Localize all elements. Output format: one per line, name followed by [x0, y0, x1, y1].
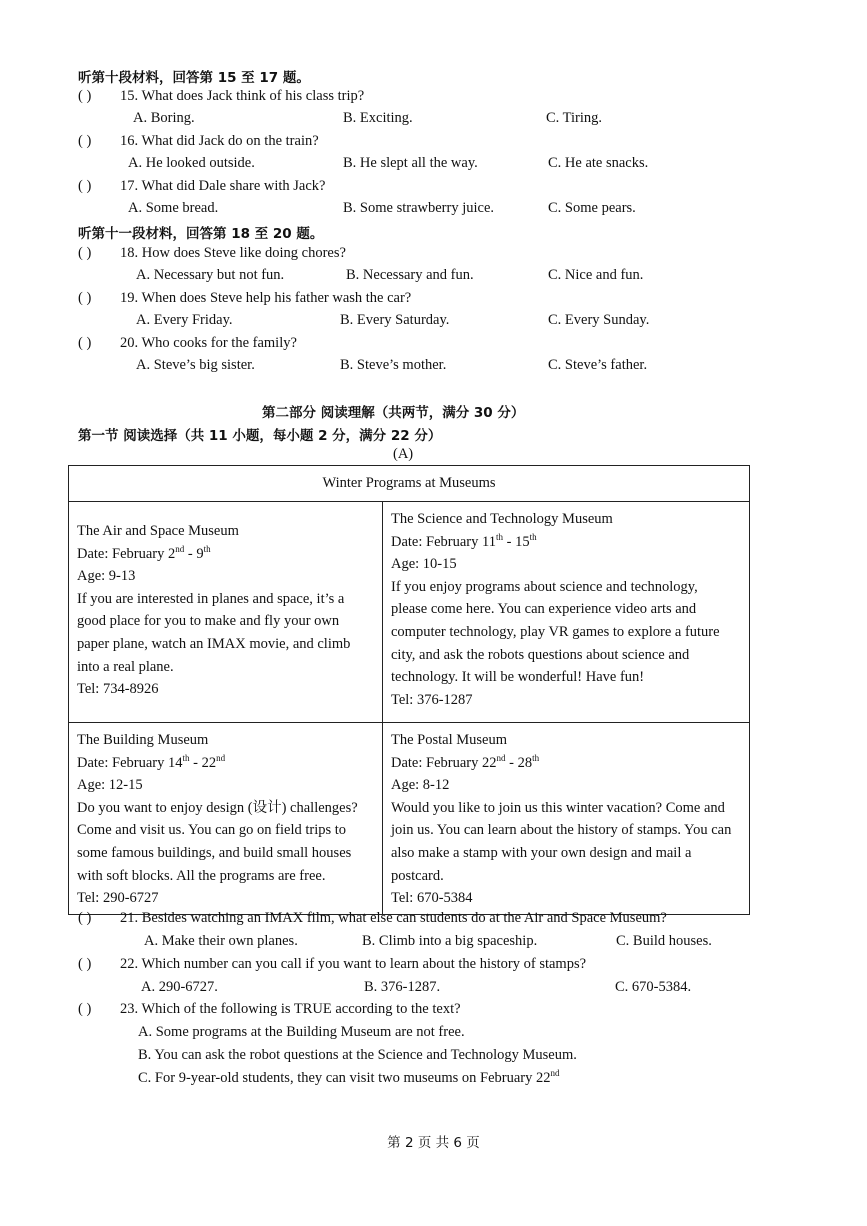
museum-tel: Tel: 670-5384 — [391, 890, 473, 907]
q20-option-b: B. Steve’s mother. — [340, 357, 447, 373]
q23-blank: ( ) — [78, 1001, 92, 1017]
museum-age: Age: 12-15 — [77, 777, 143, 794]
q20-blank: ( ) — [78, 335, 92, 351]
q17-blank: ( ) — [78, 178, 92, 194]
museum-tel: Tel: 376-1287 — [391, 691, 473, 708]
q21-blank: ( ) — [78, 910, 92, 926]
q22-stem: 22. Which number can you call if you want to learn about the history of stamps? — [120, 956, 587, 972]
museum-age: Age: 8-12 — [391, 777, 450, 794]
q16-stem: 16. What did Jack do on the train? — [120, 133, 319, 149]
museum-desc-line: join us. You can learn about the history of stamps. You can — [391, 822, 732, 839]
q22-blank: ( ) — [78, 956, 92, 972]
q21-option-a: A. Make their own planes. — [144, 933, 298, 949]
q23-option-c: C. For 9-year-old students, they can visit two museums on February 22nd — [138, 1068, 560, 1086]
q23-stem: 23. Which of the following is TRUE according to the text? — [120, 1001, 461, 1017]
page-number: 第 2 页 共 6 页 — [387, 1135, 480, 1151]
q23-option-b: B. You can ask the robot questions at the Science and Technology Museum. — [138, 1047, 577, 1063]
museum-name: The Building Museum — [77, 732, 209, 748]
museum-desc-line: into a real plane. — [77, 658, 174, 675]
museum-date: Date: February 2nd - 9th — [77, 543, 211, 562]
q21-option-b: B. Climb into a big spaceship. — [362, 933, 538, 949]
museum-tel: Tel: 734-8926 — [77, 681, 159, 698]
building-museum-cell — [69, 723, 383, 915]
museum-desc-line: If you are interested in planes and space, it’s a — [77, 590, 345, 607]
museum-name: The Postal Museum — [391, 732, 507, 748]
section-11-header: 听第十一段材料，回答第 18 至 20 题。 — [78, 226, 324, 242]
museum-desc-line: technology. It will be wonderful! Have fun! — [391, 669, 645, 686]
museum-programs-table — [68, 465, 750, 915]
q17-option-b: B. Some strawberry juice. — [343, 200, 495, 216]
q21-option-c: C. Build houses. — [616, 933, 712, 949]
museum-age: Age: 9-13 — [77, 568, 136, 585]
q18-stem: 18. How does Steve like doing chores? — [120, 245, 346, 261]
museum-desc-line: postcard. — [391, 867, 444, 884]
q18-option-b: B. Necessary and fun. — [346, 267, 474, 283]
q22-option-c: C. 670-5384. — [615, 979, 692, 995]
q19-option-a: A. Every Friday. — [136, 312, 233, 328]
q16-option-b: B. He slept all the way. — [343, 155, 478, 171]
museum-desc-line: some famous buildings, and build small houses — [77, 844, 352, 861]
museum-tel: Tel: 290-6727 — [77, 890, 159, 907]
q19-blank: ( ) — [78, 290, 92, 306]
q16-blank: ( ) — [78, 133, 92, 149]
q15-option-b: B. Exciting. — [343, 110, 413, 126]
museum-desc-line: with soft blocks. All the programs are free. — [77, 867, 326, 884]
q19-stem: 19. When does Steve help his father wash the car? — [120, 290, 412, 306]
q16-option-a: A. He looked outside. — [128, 155, 255, 171]
q22-option-a: A. 290-6727. — [141, 979, 218, 995]
museum-date: Date: February 14th - 22nd — [77, 752, 226, 771]
museum-age: Age: 10-15 — [391, 556, 457, 573]
museum-desc-line: please come here. You can experience video arts and — [391, 601, 697, 618]
q23-option-a: A. Some programs at the Building Museum are not free. — [138, 1024, 465, 1040]
air-space-museum-cell — [69, 502, 383, 723]
museum-desc-line: paper plane, watch an IMAX movie, and climb — [77, 635, 351, 652]
museum-desc-line: good place for you to make and fly your own — [77, 613, 340, 630]
museum-desc-line: also make a stamp with your own design and mail a — [391, 844, 692, 861]
q22-option-b: B. 376-1287. — [364, 979, 441, 995]
q20-option-a: A. Steve’s big sister. — [136, 357, 255, 373]
q20-option-c: C. Steve’s father. — [548, 357, 648, 373]
museum-desc-line: Come and visit us. You can go on field trips to — [77, 822, 347, 839]
q18-option-a: A. Necessary but not fun. — [136, 267, 285, 283]
museum-date: Date: February 11th - 15th — [391, 531, 537, 550]
q20-stem: 20. Who cooks for the family? — [120, 335, 297, 351]
passage-label: (A) — [393, 446, 414, 462]
museum-desc-line: city, and ask the robots questions about science and — [391, 646, 690, 663]
q17-option-c: C. Some pears. — [548, 200, 636, 216]
part-2-title: 第二部分 阅读理解（共两节，满分 30 分） — [262, 405, 525, 421]
museum-desc-line: If you enjoy programs about science and technology, — [391, 578, 698, 595]
science-technology-museum-cell — [383, 502, 750, 723]
q15-stem: 15. What does Jack think of his class trip? — [120, 88, 365, 104]
museum-name: The Science and Technology Museum — [391, 511, 613, 527]
museum-desc-line: computer technology, play VR games to explore a future — [391, 623, 720, 640]
museum-desc-line: Do you want to enjoy design (设计) challenges? — [77, 799, 358, 816]
section-1-header: 第一节 阅读选择（共 11 小题，每小题 2 分，满分 22 分） — [78, 428, 442, 444]
q15-option-a: A. Boring. — [133, 110, 195, 126]
q19-option-c: C. Every Sunday. — [548, 312, 650, 328]
q15-blank: ( ) — [78, 88, 92, 104]
museum-date: Date: February 22nd - 28th — [391, 752, 540, 771]
museum-name: The Air and Space Museum — [77, 523, 239, 539]
q21-stem: 21. Besides watching an IMAX film, what else can students do at the Air and Space Museum? — [120, 910, 667, 926]
q18-blank: ( ) — [78, 245, 92, 261]
q19-option-b: B. Every Saturday. — [340, 312, 450, 328]
q17-stem: 17. What did Dale share with Jack? — [120, 178, 326, 194]
q15-option-c: C. Tiring. — [546, 110, 603, 126]
q17-option-a: A. Some bread. — [128, 200, 219, 216]
table-title: Winter Programs at Museums — [69, 466, 750, 502]
postal-museum-cell — [383, 723, 750, 915]
section-10-header: 听第十段材料，回答第 15 至 17 题。 — [78, 70, 310, 86]
museum-desc-line: Would you like to join us this winter vacation? Come and — [391, 799, 725, 816]
q18-option-c: C. Nice and fun. — [548, 267, 644, 283]
q16-option-c: C. He ate snacks. — [548, 155, 649, 171]
